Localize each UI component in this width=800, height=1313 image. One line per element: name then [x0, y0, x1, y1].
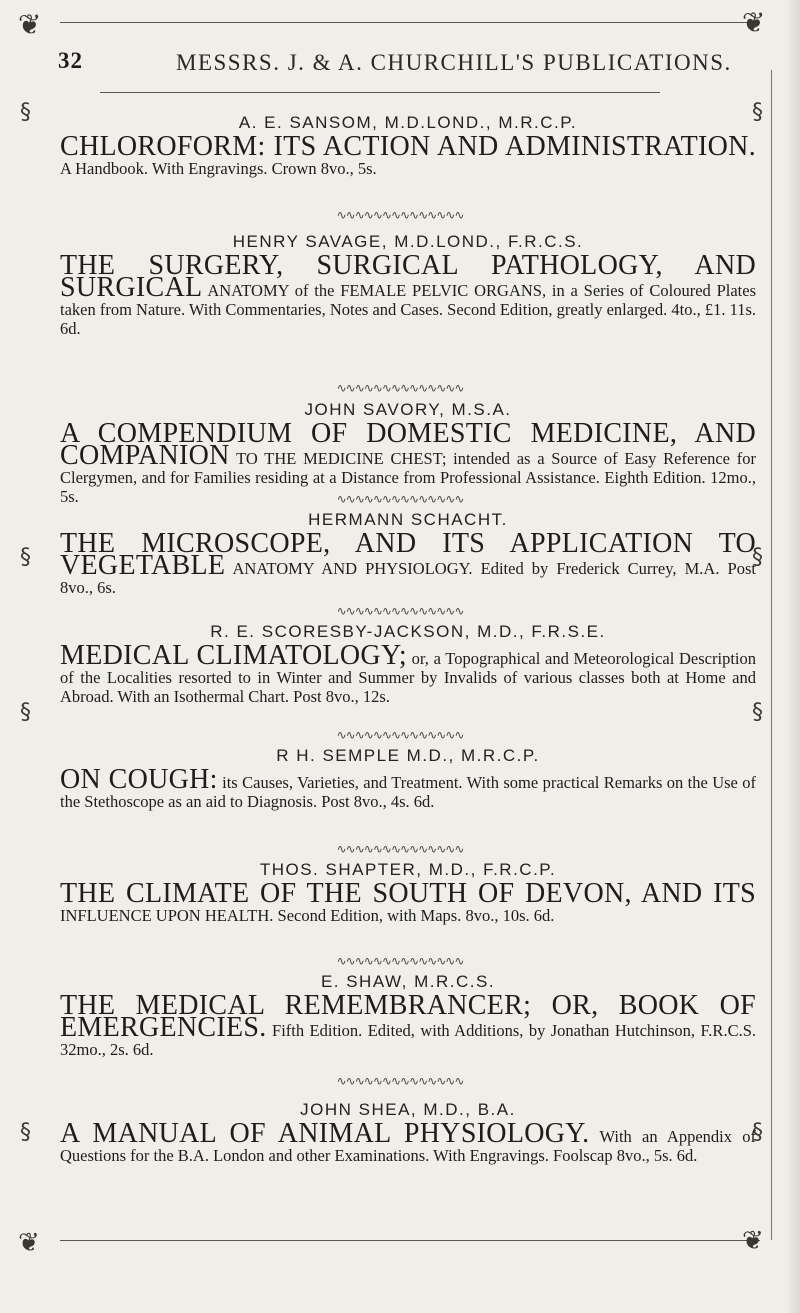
- entry-divider: ∿∿∿∿∿∿∿∿∿∿∿∿∿∿: [336, 1074, 464, 1088]
- corner-ornament-icon: ❦: [742, 1226, 764, 1256]
- entry-title: THE CLIMATE OF THE SOUTH OF DEVON, AND ITS: [60, 878, 756, 909]
- entry-title: THE MICROSCOPE, AND ITS APPLICATION TO VEGETABLE: [60, 528, 756, 581]
- catalogue-entry: [60, 1100, 756, 1165]
- corner-ornament-icon: ❦: [18, 8, 42, 41]
- entry-description: [60, 528, 756, 597]
- entry-divider: ∿∿∿∿∿∿∿∿∿∿∿∿∿∿: [336, 492, 464, 506]
- margin-ornament-icon: §: [752, 545, 763, 570]
- entry-author: R H. SEMPLE M.D., M.R.C.P.: [276, 746, 540, 765]
- entry-description: [60, 640, 756, 706]
- entry-description: [60, 131, 756, 178]
- entry-details: ANATOMY AND PHYSIOLOGY. Edited by Frederick Currey, M.A. Post 8vo., 6s.: [60, 559, 756, 597]
- entry-details: INFLUENCE UPON HEALTH. Second Edition, with Maps. 8vo., 10s. 6d.: [60, 906, 555, 925]
- entry-author: A. E. SANSOM, M.D.LOND., M.R.C.P.: [238, 113, 578, 132]
- entry-title: CHLOROFORM: ITS ACTION AND ADMINISTRATION.: [60, 131, 756, 162]
- entry-title: MEDICAL CLIMATOLOGY;: [60, 640, 407, 671]
- entry-details: its Causes, Varieties, and Treatment. With some practical Remarks on the Use of the Stethoscope as an aid to Diagnosis. Post 8vo., 4s. 6d.: [60, 773, 757, 811]
- entry-author: JOHN SAVORY, M.S.A.: [304, 400, 512, 419]
- entry-author: R. E. SCORESBY-JACKSON, M.D., F.R.S.E.: [210, 622, 606, 641]
- entry-details: ANATOMY of the FEMALE PELVIC ORGANS, in a Series of Coloured Plates taken from Nature. With Commentaries, Notes and Cases. Second Edition, greatly enlarged. 4to., £1. 11s. 6d.: [60, 281, 757, 338]
- corner-ornament-icon: ❦: [742, 6, 766, 39]
- entry-details: With an Appendix of Questions for the B.A. London and other Examinations. With Engravings. Foolscap 8vo., 5s. 6d.: [60, 1127, 756, 1165]
- entry-divider: ∿∿∿∿∿∿∿∿∿∿∿∿∿∿: [336, 842, 464, 856]
- running-title: MESSRS. J. & A. CHURCHILL'S PUBLICATIONS.: [176, 50, 732, 75]
- catalogue-entry: [60, 510, 756, 597]
- entry-title: ON COUGH:: [60, 764, 218, 795]
- entry-title: A MANUAL OF ANIMAL PHYSIOLOGY.: [60, 1118, 590, 1149]
- corner-ornament-icon: ❦: [18, 1228, 40, 1258]
- catalogue-entry: [60, 400, 756, 506]
- catalogue-entry: [60, 972, 756, 1059]
- entry-divider: ∿∿∿∿∿∿∿∿∿∿∿∿∿∿: [336, 381, 464, 395]
- entry-title: THE MEDICAL REMEMBRANCER; OR, BOOK OF EMERGENCIES.: [60, 990, 756, 1043]
- entry-details: A Handbook. With Engravings. Crown 8vo., 5s.: [60, 159, 377, 178]
- footer-rule: [60, 1240, 760, 1241]
- entry-description: [60, 764, 757, 811]
- margin-ornament-icon: §: [752, 1120, 763, 1145]
- entry-description: [60, 878, 756, 925]
- catalogue-entry: [60, 860, 756, 925]
- entry-details: or, a Topographical and Meteorological Description of the Localities resorted to in Winter and Summer by Invalids of various classes both at Home and Abroad. With an Isothermal Chart. Post 8vo., 12s.: [60, 649, 756, 706]
- entry-author: JOHN SHEA, M.D., B.A.: [300, 1100, 516, 1119]
- catalogue-entry: [60, 622, 756, 706]
- entry-description: [60, 1118, 756, 1165]
- margin-ornament-icon: §: [752, 100, 763, 125]
- margin-line: [771, 70, 772, 1240]
- header-rule-top: [60, 22, 760, 23]
- margin-ornament-icon: §: [20, 545, 31, 570]
- entry-divider: ∿∿∿∿∿∿∿∿∿∿∿∿∿∿: [336, 954, 464, 968]
- catalogue-entry: [60, 113, 756, 178]
- entry-description: [60, 250, 757, 338]
- entry-details: Fifth Edition. Edited, with Additions, by Jonathan Hutchinson, F.R.C.S. 32mo., 2s. 6d.: [60, 1021, 756, 1059]
- header-rule-bottom: [100, 92, 660, 93]
- catalogue-entry: [60, 232, 756, 338]
- margin-ornament-icon: §: [20, 100, 31, 125]
- margin-ornament-icon: §: [752, 700, 763, 725]
- page-edge-shadow: [786, 0, 800, 1313]
- entry-divider: ∿∿∿∿∿∿∿∿∿∿∿∿∿∿: [336, 208, 464, 222]
- entry-author: E. SHAW, M.R.C.S.: [320, 972, 496, 991]
- entry-author: THOS. SHAPTER, M.D., F.R.C.P.: [259, 860, 557, 879]
- entry-divider: ∿∿∿∿∿∿∿∿∿∿∿∿∿∿: [336, 604, 464, 618]
- page-number: 32: [58, 48, 83, 73]
- margin-ornament-icon: §: [20, 1120, 31, 1145]
- entry-author: HENRY SAVAGE, M.D.LOND., F.R.C.S.: [232, 232, 584, 251]
- entry-divider: ∿∿∿∿∿∿∿∿∿∿∿∿∿∿: [336, 728, 464, 742]
- entry-details: TO THE MEDICINE CHEST; intended as a Source of Easy Reference for Clergymen, and for Families residing at a Distance from Professional Assistance. Eighth Edition. 12mo., 5s.: [60, 449, 756, 506]
- entry-title: THE SURGERY, SURGICAL PATHOLOGY, AND SURGICAL: [60, 250, 756, 303]
- catalogue-entry: [60, 746, 756, 811]
- margin-ornament-icon: §: [20, 700, 31, 725]
- entry-author: HERMANN SCHACHT.: [308, 510, 508, 529]
- entry-title: A COMPENDIUM OF DOMESTIC MEDICINE, AND COMPANION: [60, 418, 756, 471]
- entry-description: [60, 990, 756, 1059]
